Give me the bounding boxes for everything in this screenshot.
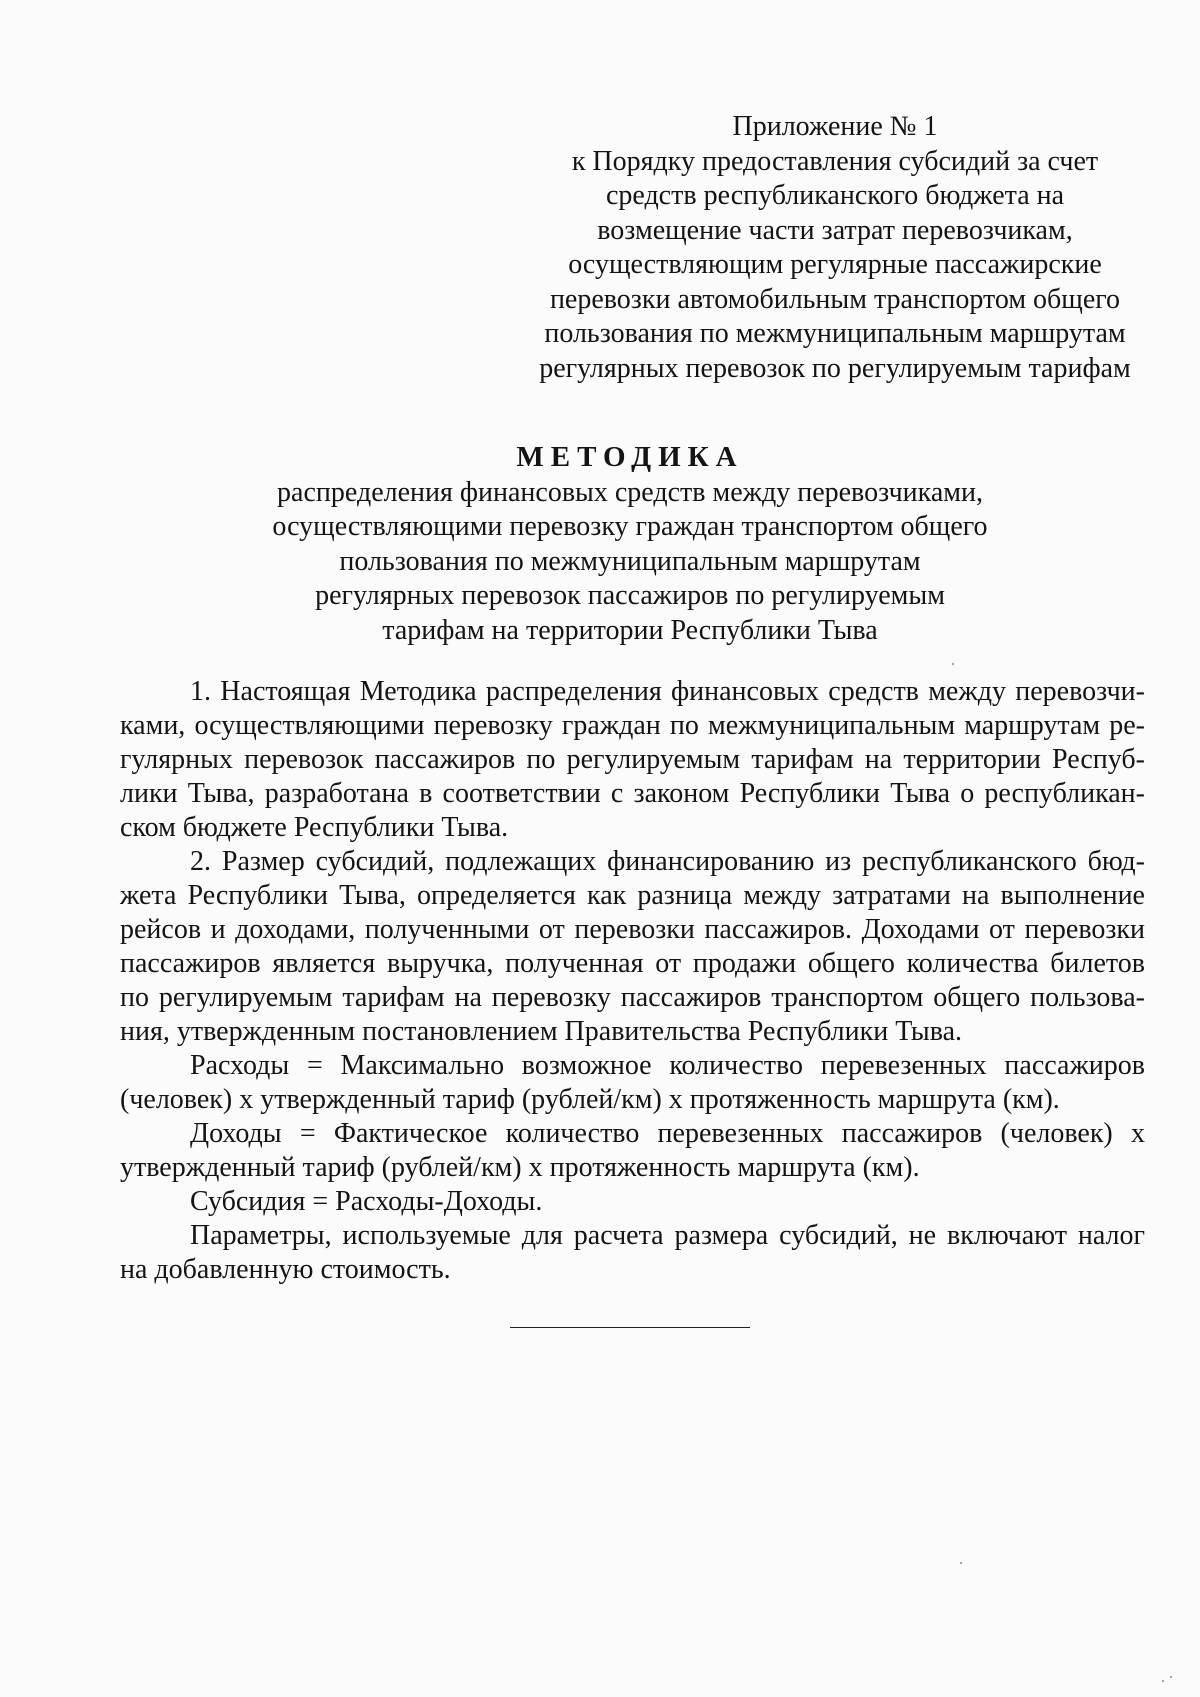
appendix-line: перевозки автомобильным транспортом общего	[549, 283, 1121, 315]
paragraph-1-line: ками, осуществляющими перевозку граждан по межмуниципальным маршрутам ре-	[120, 710, 1145, 741]
paragraph-2-line: 2. Размер субсидий, подлежащих финансированию из республиканского бюд-	[190, 846, 1145, 877]
appendix-number: Приложение № 1	[732, 111, 938, 142]
appendix-line: к Порядку предоставления субсидий за счет	[571, 145, 1099, 177]
scan-speck	[952, 663, 954, 665]
vat-note-line: Параметры, используемые для расчета размера субсидий, не включают налог	[190, 1220, 1145, 1251]
paragraph-1-line: 1. Настоящая Методика распределения финансовых средств между перевозчи-	[190, 676, 1145, 707]
appendix-line: возмещение части затрат перевозчикам,	[597, 214, 1073, 246]
expenses-formula-line: Расходы = Максимально возможное количество перевезенных пассажиров	[190, 1050, 1145, 1081]
paragraph-1-line: лики Тыва, разработана в соответствии с законом Республики Тыва о республикан-	[120, 778, 1145, 809]
appendix-line: регулярных перевозок по регулируемым тарифам	[539, 352, 1131, 384]
document-heading: МЕТОДИКА	[516, 441, 744, 473]
income-formula-line: Доходы = Фактическое количество перевезенных пассажиров (человек) х	[190, 1118, 1145, 1149]
end-rule-divider	[510, 1327, 750, 1328]
paragraph-2-line: пассажиров является выручка, полученная от продажи общего количества билетов	[120, 948, 1145, 979]
title-line: тарифам на территории Республики Тыва	[382, 614, 878, 646]
appendix-line: осуществляющим регулярные пассажирские	[568, 249, 1102, 280]
body-text	[120, 675, 1145, 1287]
title-line: распределения финансовых средств между перевозчиками,	[277, 476, 983, 508]
paragraph-1-line: гулярных перевозок пассажиров по регулируемым тарифам на территории Респуб-	[120, 744, 1145, 775]
expenses-formula-line: (человек) х утвержденный тариф (рублей/км) х протяженность маршрута (км).	[120, 1084, 1060, 1115]
document-title-block	[0, 440, 1200, 648]
scan-speck	[960, 1562, 962, 1564]
title-line: пользования по межмуниципальным маршрутам	[339, 545, 921, 577]
paragraph-1-line: ском бюджете Республики Тыва.	[120, 812, 509, 843]
paragraph-2-line: ния, утвержденным постановлением Правительства Республики Тыва.	[120, 1016, 963, 1047]
title-line: осуществляющими перевозку граждан транспортом общего	[272, 511, 988, 542]
vat-note-line: на добавленную стоимость.	[120, 1254, 451, 1285]
subsidy-formula-line: Субсидия = Расходы-Доходы.	[190, 1186, 543, 1217]
scan-speck	[1170, 1676, 1172, 1678]
paragraph-2-line: рейсов и доходами, полученными от перевозки пассажиров. Доходами от перевозки	[120, 914, 1145, 945]
appendix-line: пользования по межмуниципальным маршрутам	[544, 318, 1126, 349]
paragraph-2-line: по регулируемым тарифам на перевозку пассажиров транспортом общего пользова-	[120, 982, 1145, 1013]
paragraph-2-line: жета Республики Тыва, определяется как разница между затратами на выполнение	[120, 880, 1145, 911]
appendix-line: средств республиканского бюджета на	[605, 180, 1065, 211]
title-line: регулярных перевозок пассажиров по регулируемым	[315, 580, 945, 611]
appendix-block	[530, 110, 1140, 386]
income-formula-line: утвержденный тариф (рублей/км) х протяженность маршрута (км).	[120, 1152, 920, 1183]
scan-speck	[1162, 1680, 1164, 1682]
